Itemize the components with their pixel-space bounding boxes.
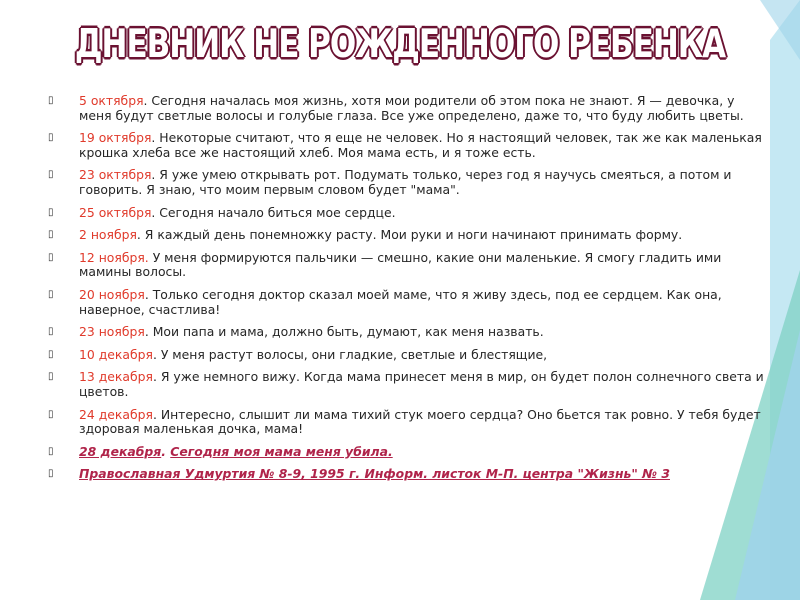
bullet-icon: ▯ <box>48 468 54 480</box>
entry-date: 10 декабря <box>79 346 153 362</box>
bullet-icon: ▯ <box>48 288 54 300</box>
bullet-icon: ▯ <box>48 206 54 218</box>
final-entry <box>48 445 764 460</box>
entry-text: . Интересно, слышит ли мама тихий стук моего сердца? Оно бьется так ровно. У тебя будет здоровая маленькая дочка, мама! <box>79 406 761 437</box>
list-item <box>48 206 764 221</box>
list-item <box>48 288 764 317</box>
bullet-icon: ▯ <box>48 408 54 420</box>
entry-text: . Сегодня начало биться мое сердце. <box>151 204 396 220</box>
entry-text: . Я каждый день понемножку расту. Мои руки и ноги начинают принимать форму. <box>136 227 683 243</box>
source-link[interactable]: Православная Удмуртия № 8-9, 1995 г. Информ. листок М-П. центра "Жизнь" № 3 <box>79 466 670 482</box>
entry-date: 20 ноября <box>79 286 145 302</box>
source-citation <box>48 467 764 482</box>
list-item <box>48 408 764 437</box>
list-item <box>48 228 764 243</box>
entry-date: 5 октября <box>79 93 144 108</box>
list-item <box>48 94 764 123</box>
bullet-icon: ▯ <box>48 95 54 106</box>
entry-date: 23 октября <box>79 167 152 183</box>
entry-text: . Сегодня началась моя жизнь, хотя мои родители об этом пока не знают. Я — девочка, у меня будут светлые волосы и голубые глаза. Все уже определено, даже то, что буду любить цветы. <box>79 93 744 123</box>
entry-date: 13 декабря <box>79 369 153 385</box>
entry-date: 23 ноября <box>79 324 145 340</box>
final-entry-dot: . <box>161 443 171 459</box>
bullet-icon: ▯ <box>48 169 54 181</box>
entry-date: 2 ноября <box>79 227 137 243</box>
list-item <box>48 370 764 399</box>
entry-text: . Только сегодня доктор сказал моей маме, что я живу здесь, под ее сердцем. Как она, наверное, счастлива! <box>79 286 722 317</box>
list-item <box>48 168 764 197</box>
bullet-icon: ▯ <box>48 326 54 338</box>
entry-date: 25 октября <box>79 204 152 220</box>
list-item <box>48 325 764 340</box>
bullet-icon: ▯ <box>48 229 54 241</box>
bullet-icon: ▯ <box>48 371 54 383</box>
entry-date: 12 ноября. <box>79 249 149 265</box>
entry-date: 19 октября <box>79 130 152 146</box>
entry-text: . Я уже умею открывать рот. Подумать только, через год я научусь смеяться, а потом и говорить. Я знаю, что моим первым словом будет "мама". <box>79 167 732 197</box>
list-item <box>48 131 764 160</box>
bullet-icon: ▯ <box>48 251 54 263</box>
entry-text: . У меня растут волосы, они гладкие, светлые и блестящие, <box>152 346 548 362</box>
list-item <box>48 251 764 280</box>
bullet-icon: ▯ <box>48 445 54 457</box>
entry-text: . Некоторые считают, что я еще не человек. Но я настоящий человек, так же как маленькая крошка хлеба все же настоящий хлеб. Моя мама есть, и я тоже есть. <box>79 130 762 160</box>
entry-text: . Мои папа и мама, должно быть, думают, как меня назвать. <box>144 324 544 340</box>
diary-entries <box>48 94 764 490</box>
entry-text: . Я уже немного вижу. Когда мама принесет меня в мир, он будет полон солнечного света и цветов. <box>79 369 764 399</box>
list-item <box>48 348 764 363</box>
page-title: ДНЕВНИК НЕ РОЖДЕННОГО РЕБЕНКА <box>74 22 726 67</box>
bullet-icon: ▯ <box>48 348 54 360</box>
entry-text: У меня формируются пальчики — смешно, какие они маленькие. Я смогу гладить ими мамины волосы. <box>79 249 722 280</box>
bullet-icon: ▯ <box>48 132 54 144</box>
final-entry-text: Сегодня моя мама меня убила. <box>170 443 393 459</box>
final-entry-date: 28 декабря <box>79 443 162 459</box>
entry-date: 24 декабря <box>79 406 153 422</box>
